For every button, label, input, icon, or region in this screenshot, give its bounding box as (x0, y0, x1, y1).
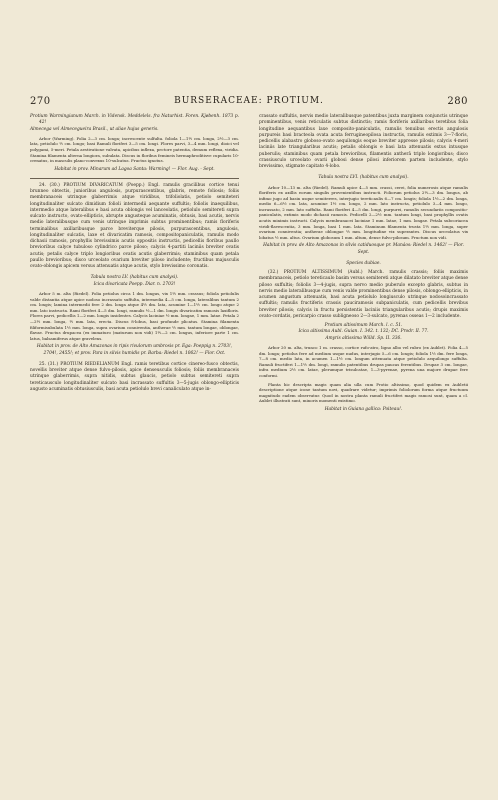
page-number-left: 270 (30, 96, 51, 107)
text-paragraph: Icica altissima Aubl. Guian. I. 342. t. 132; DC. Prodr. II. 77. (298, 329, 429, 335)
text-paragraph: Almecega vel Almecegueira Brasil., ut aliae hujus generis. (30, 126, 159, 132)
text-paragraph: Tabula nostra LV. (habitus cum analysi). (90, 275, 179, 281)
text-paragraph: Amyris altissima Willd. Sp. II. 336. (325, 335, 402, 341)
text-paragraph: Arbor (Warming). Folia 2—3 cm. longa; increscente sulfulta. foliola 1—1½ cm. longa, 2½—3 cm. lata, petiolulo ½ cm. longo; basi Ramuli floriferi 3—5 cm. longi. Flores parvi, 3—4 mm. longi, dioici vel polygami, 5-meri. Petala aestivatione valvata, apicibus inflexa, pectore patentia, demum reflexa, viridia. Stamina filamenta alterna longiora, subulata. Discus in floribus femineis hermaphroditisve cupularis 10-crenatus, in masculis plano-convexus 10-sulcatus. Fructus ignotus. (30, 135, 239, 164)
running-title: BURSERACEAE: PROTIUM. (174, 96, 324, 106)
text-paragraph: crassato suffultis, nervis medio lateralibusque patentibus juxta marginem conjunctis utrinque prominentibus, venis reticulatis subtus distinctis; ramis floriferis axillaribus teretibus folia longitudine aequantibus laxe composito-paniculatis, ramulis tenuibus erectis angulosis purpureis basi bracteola ovata acuta ferrugineopilosa instructis, ramulis extimis 3—7-floris, pedicellis alabastro globoso-ovato aequilongis eoque breviter appresse pilosis; calycis 4-meri laciniis late triangularibus acutis; petalis oblongis e basi lata attenuatis extus intusque puberulis; staminibus quam petala brevioribus, filamentis antherâ triplo longioribus; disco crassiusculo urceolato ovarii globosi dense pilosi inferiorem partem includente, stylo brevissimo, stigmate capitato 4-lobo. (259, 114, 468, 169)
text-paragraph: Planta hic descripta magis quam alia ulla cum Protio altissimo, quod quidem ex Aubletii descriptione atque icone tantum novi, quadrare videtur; imprimis foliolorum forma atque fructuum magnitudo eadem observatur. Quod in nostra planta ramuli fructiferi magis ramosi sunt, quam a cl. Aublet illustrati sunt, minoris momenti existimo. (259, 381, 468, 404)
text-paragraph: Species dubiae. (346, 260, 381, 266)
text-paragraph: Arbor 10—13 m. alta (Riedel). Ramuli apice 4—5 mm. crassi, cerei, folia numerosis atque ramulis floriferis ex axillis eorum singulis provenientibus instructi. Foliorum petiolus 2½—3 dm. longus, ab infimo jugo ad basin usque semiterres, interjugio tereticaulis 6—7 cm. longis; foliola 1½—2 dm. longa, medio 6—6½ cm. lata, acumine 1½ cm. longo, 2 mm. lato instructa, petiolulo 3—4 mm. longo, incrassato, 2 mm. lato suffulta. Rami floriferi 4—5 dm. longi, purpurei, ramulis secundariis compositio-paniculatis, extimis modo dichasii ramosis. Pedicelli 2—2½ mm. tantum longi, basi prophyllis ovatis acutis minimis instructi. Calycis membranacei laciniae 1 mm. latae, 1 mm. longae. Petala subcoriacea viridi-flavescentia, 3 mm. longa, basi 1 mm. lata. Staminum filamenta trusta 1½ mm. longa, super ovarium conniventia; antherae oblongae ½ mm. longitudine vix superantes. Discus urceolatus vix lobatus ½ mm. altus. Ovarium globosum 1 mm. altum, dense fulvo-pilosum. Fructum non vidi. (259, 184, 468, 240)
text-paragraph: Arbor 5 m. alta (Riedel). Folia petiolus circa 1 dm. longus, vix 1½ mm. crassus; foliola petiolulis valde distantia atque apice nodoso incrassato suffulta, intermedia 4—5 cm. longa, lateralibus tantum 2 cm. longis; lamina intermedii fere 2 dm. longa atque 4½ dm. lata, acumine 1—1½ cm. longo atque 2 mm. lato instructa. Rami floriferi 4—5 dm. longi, ramulis ½—1 dm. longis divaricatim ramosis laxifloris. Flores parvi, pedicellis 1—2 mm. longis insidentes. Calycis laciniae ½ mm. longae, 1 mm. latae. Petala 2—2½ mm. longa, ½ mm. lata, erecta. Discus 8-lobus, basi profunde plicatus. Stamina filamenta filiformisubulata 1½ mm. longa, supra ovarium conniventia, antherae ½ mm. tantum longae, oblongae, flavae. Fructus drupacea (ex immaturo (maturum non vidi) 1½—2 cm. longus, inferiore parte 1 cm. latus, balsamiferus atque gravelens. (30, 290, 239, 341)
text-paragraph: Habitat in prov. Minarum ad Lagoa Santa: Warming! — Flor. Aug. - Sept. (54, 166, 215, 172)
text-paragraph: Arbor 20 m. alta, trunco 1 m. crasso, cortice rufo-atro, ligno albo vel rubro (ex Aublet). Folia 4—5 dm. longa; petiolus fere ad medium usque nudus, interjugio 5—6 cm. longis; foliola 1½ dm. fere longa, 7—8 cm. medio lata, in acumen 1—1½ cm. longum attenuata atque petiolulo aequilongo suffulta. Ramuli fructiferi 1—1½ dm. longi, ramulis patentibus drupas paucas ferentibus. Drupae 3 cm. longae, infra medium 2½ cm. latae, plerumque trisulcatae, 1—3-pyrenae, pyrena una majore drupae fere conformi. (259, 344, 468, 378)
text-paragraph: Habitat in prov. de Alto Amazonas in ripis rivulorum umbrosis pr. Ega: Poeppig n. 2703!, 2704!, 2455!; et prov. Para in silvis humidis pr. Barba: Riedel n. 1062! — Flor. Oct. (36, 344, 233, 356)
text-paragraph: Protium Warmingianum March. in Vidensk. Meddelels. fra Naturhist. Foren. Kjøbenh. 1873 p. 42! (30, 114, 239, 126)
text-paragraph: 25. (31.) PROTIUM RIEDELIANUM Engl. ramis teretibus cortice cinereo-fusco obtectis, novellis breviter atque dense fulvo-pilosis, apice denseusculis foliosis; foliis membranaceis utrinque glaberrimis, supra nitidis, subtus glaucis, petiolo subtus semitereti supra tereticausculo longitudinaliter sulcato basi incrassato suffultis 3—5-jugis oblongo-ellipticis augusto acuminatis obtusiusculis, basi acuta petiolulo brevi canaliculato atque in- (30, 361, 239, 392)
text-paragraph: Icica divaricata Poepp. Diar. n. 2703! (93, 281, 176, 287)
text-paragraph: 24. (30.) PROTIUM DIVARICATUM (Poepp.) Engl. ramulis gracilibus cortice tenui brunneo obtectis, junioribus angulosis, purpurascentibus, glabris, remote foliosis; foliis membranaceis utrinque glaberrimis atque viridibus, trifoliolatis, petiolo semiteteri longitudinaliter sulcato dimidium folioli intermedii aequante suffultis; foliolis inaequilibus, intermedio atque lateralibus e basi acuta oblongis vel lanceolatis, petiolulo semitereti supra sulcato instructo, ovato-ellipticis, abrupte angusteque acuminatis, obtusis, basi acutis, nervis medio lateralibusque cum venis utrinque imprimis subtus prominentibus; ramis floriferis terminalibus axillaribusque parce breviterque pilosis, purpurascentibus, angulosis, longitudinaliter sulcatis, laxe et divaricatim ramosis, compositopaniculatis, ramulis modo dichasii ramosis, prophyllis brevissimis acutis oppositis instructis, pedicellis floribus paullo brevioribus calyce tubuloso cylindrico parce piloso; calycis 4-partiti laciniis breviter ovatis acutis; petalis calyce triplo longioribus ovatis acutis glaberrimis; staminibus quam petala paullo brevioribus; disco urceolato ovarium breviter piloso includente; fructibus majusculis ovato-oblongis apicem versus attenuatis atque acutis, stylo brevissimo coronatis. (30, 182, 239, 270)
text-paragraph: Tabula nostra LVI. (habitus cum analysi). (318, 175, 409, 181)
left-text-column (30, 114, 239, 393)
right-text-column (259, 114, 468, 413)
text-paragraph: Habitat in Guiana gallica: Poiteau!. (324, 406, 403, 412)
section-divider (30, 178, 239, 179)
page-number-right: 280 (447, 96, 468, 107)
text-paragraph: Protium altissimum March. l. c. 51. (324, 323, 403, 329)
text-paragraph: (32.) PROTIUM ALTISSIMUM (Aubl.) March. ramulis crassis; foliis maximis membranaceis, petiolo tereticaulo basim versus semitereti atque dilatato breviter atque dense piloso suffultis; foliolis 3—4-jugis, supra nervo medio puberulo excepto glabris, subtus in nervis medio lateralibusque cum venis valde prominentibus dense pilosis, oblongo-ellipticis, in acumen angustum attenuatis, basi acuta petiolulo longiusculo utrinque nodosoincrassato suffultis; ramulis fructiferis crassis pauciramosis subpaniculatis, cum pedicellis brevibus breviter pilosis; calycis in fructu persistentis laciniis triangularibus acutis; drupis maximis ovato-cordatis, pericarpio crasso subligneoso 2—3-sulcato, pyrenas osseas 1—2 includente. (259, 270, 468, 319)
text-paragraph: Habitat in prov. de Alto Amazonas in silvis catiduosque pr. Manáos: Riedel n. 1462! — Flor. Sept. (263, 243, 464, 255)
